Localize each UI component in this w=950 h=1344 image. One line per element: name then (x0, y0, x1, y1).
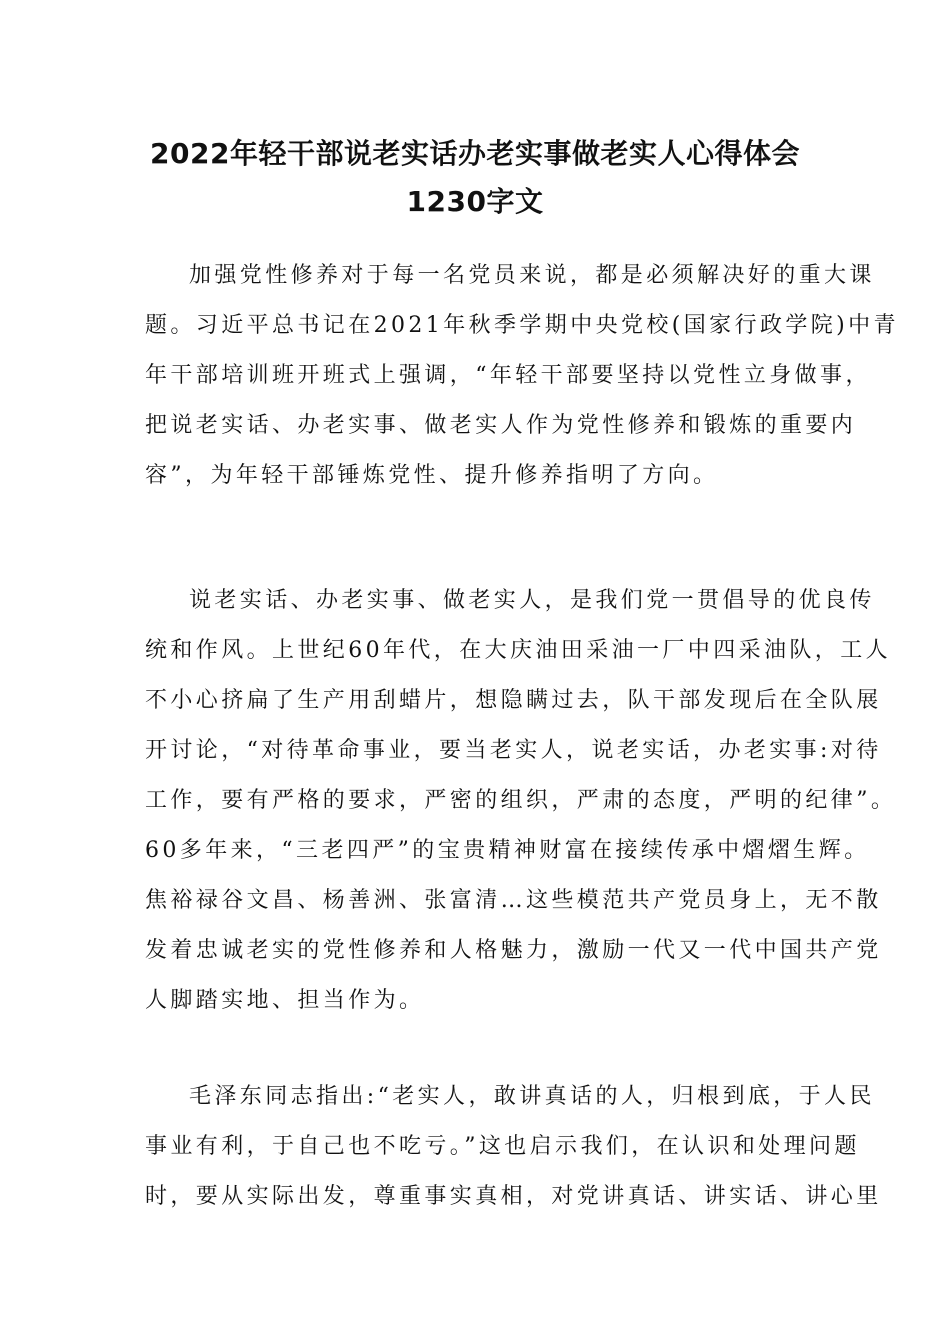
paragraph-line: 加强党性修养对于每一名党员来说，都是必须解决好的重大课 (189, 263, 875, 288)
paragraph-line: 时，要从实际出发，尊重事实真相，对党讲真话、讲实话、讲心里 (145, 1184, 882, 1209)
document-title-line-2: 1230字文 (406, 185, 544, 218)
paragraph-line: 焦裕禄谷文昌、杨善洲、张富清…这些模范共产党员身上，无不散 (145, 888, 882, 913)
paragraph-line: 人脚踏实地、担当作为。 (145, 988, 425, 1013)
paragraph-line: 毛泽东同志指出:“老实人，敢讲真话的人，归根到底，于人民 (189, 1084, 875, 1109)
paragraph-line: 容”，为年轻干部锤炼党性、提升修养指明了方向。 (145, 463, 719, 488)
paragraph-line: 题。习近平总书记在2021年秋季学期中央党校(国家行政学院)中青 (145, 313, 899, 338)
paragraph-line: 工作，要有严格的要求，严密的组织，严肃的态度，严明的纪律”。 (145, 788, 897, 813)
paragraph-line: 发着忠诚老实的党性修养和人格魅力，激励一代又一代中国共产党 (145, 938, 882, 963)
paragraph-line: 不小心挤扁了生产用刮蜡片，想隐瞒过去，队干部发现后在全队展 (145, 688, 882, 713)
document-title-line-1: 2022年轻干部说老实话办老实事做老实人心得体会 (150, 137, 800, 170)
paragraph-line: 60多年来，“三老四严”的宝贵精神财富在接续传承中熠熠生辉。 (145, 838, 870, 863)
paragraph-line: 开讨论，“对待革命事业，要当老实人，说老实话，办老实事:对待 (145, 738, 882, 763)
paragraph-line: 说老实话、办老实事、做老实人，是我们党一贯倡导的优良传 (189, 588, 875, 613)
paragraph-line: 年干部培训班开班式上强调，“年轻干部要坚持以党性立身做事， (145, 363, 871, 388)
paragraph-line: 把说老实话、办老实事、做老实人作为党性修养和锻炼的重要内 (145, 413, 857, 438)
paragraph-line: 事业有利，于自己也不吃亏。”这也启示我们，在认识和处理问题 (145, 1134, 860, 1159)
paragraph-line: 统和作风。上世纪60年代，在大庆油田采油一厂中四采油队，工人 (145, 638, 891, 663)
